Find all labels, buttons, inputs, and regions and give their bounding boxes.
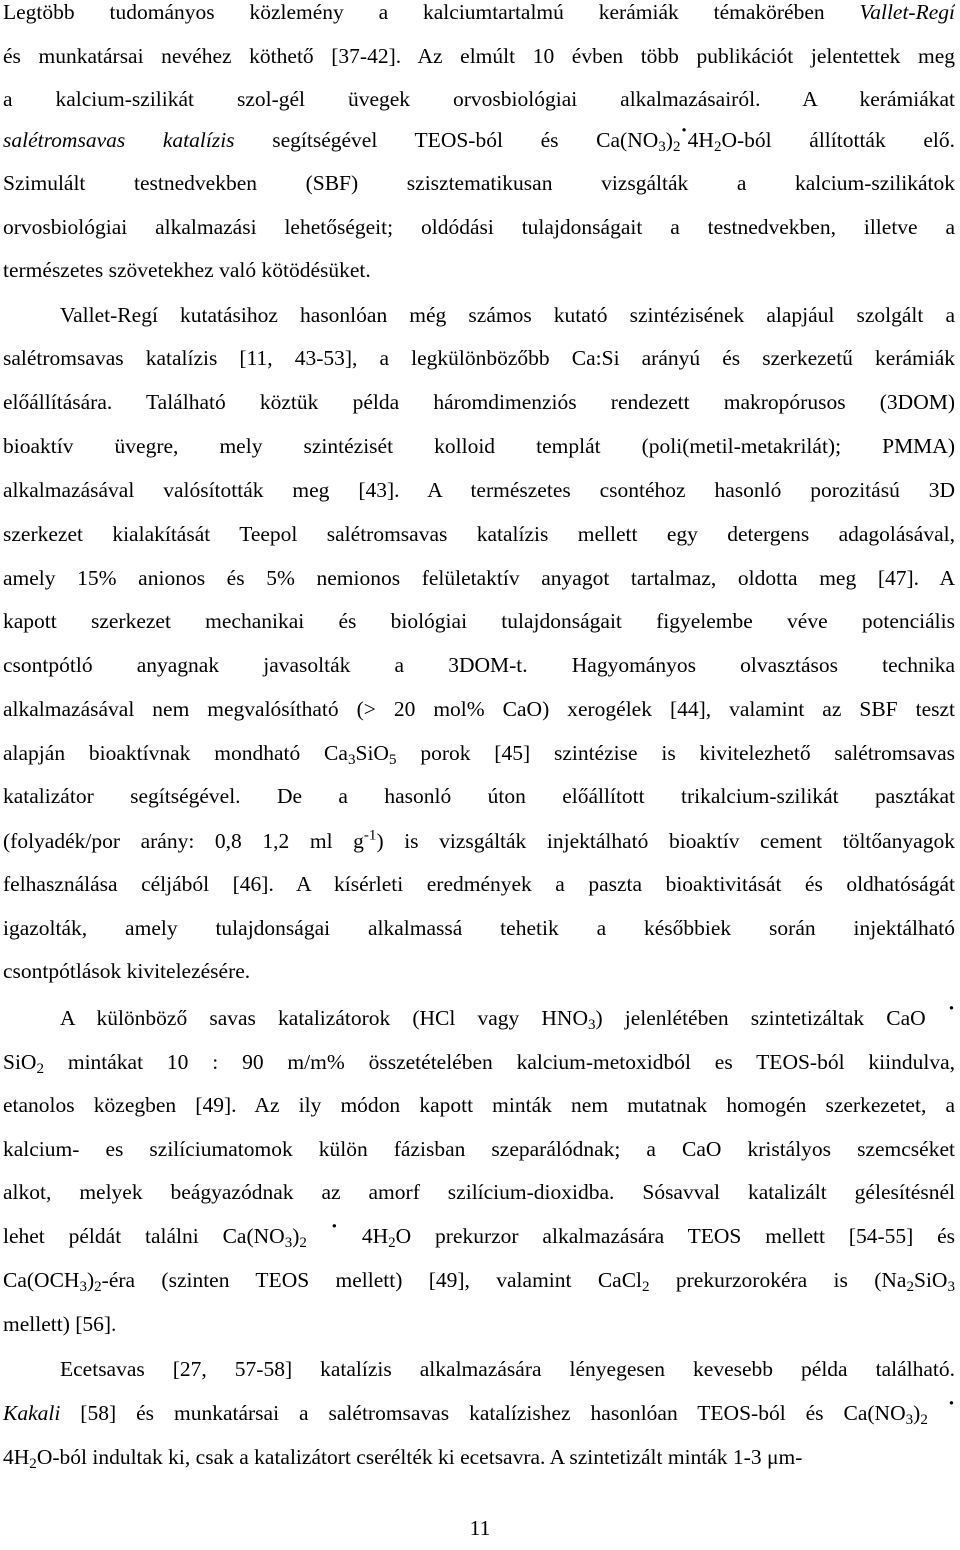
paragraph-2-line-2: salétromsavas katalízis [11, 43-53], a legkülönbözőbb Ca:Si arányú és szerkezetű kerámiák xyxy=(3,346,955,370)
paragraph-2-line-13: (folyadék/por arány: 0,8 1,2 ml $g^{-1}$) is vizsgálták injektálható bioaktív cement töltőanyagok xyxy=(3,827,955,853)
paragraph-4-line-3: $4H_2O$-ból indultak ki, csak a katalizátort cserélték ki ecetsavra. A szintetizált minták 1-3 μm- xyxy=(3,1445,803,1472)
paragraph-3-line-7: $Ca(OCH_3)_2$-éra (szinten TEOS mellett) [49], valamint CaCl$_2$ prekurzorokéra is ($Na_2SiO_3$ xyxy=(3,1268,955,1295)
paragraph-3-line-1: A különböző savas katalizátorok (HCl vagy $HNO_3$) jelenlétében szintetizáltak CaO · xyxy=(60,1003,955,1033)
paragraph-2-line-8: kapott szerkezet mechanikai és biológiai tulajdonságait figyelembe véve potenciális xyxy=(3,609,955,633)
paragraph-4-line-1: Ecetsavas [27, 57-58] katalízis alkalmazására lényegesen kevesebb példa található. xyxy=(60,1357,955,1381)
paragraph-3-line-6: lehet példát találni $Ca(NO_3)_2 \cdot 4H_2O$ prekurzor alkalmazására TEOS mellett [54-55] és xyxy=(3,1221,955,1251)
paragraph-2-line-9: csontpótló anyagnak javasolták a 3DOM-t. Hagyományos olvasztásos technika xyxy=(3,653,955,677)
paragraph-3-line-5: alkot, melyek beágyazódnak az amorf szilícium-dioxidba. Sósavval katalizált gélesítésnél xyxy=(3,1180,955,1204)
paragraph-2-line-1: Vallet-Regí kutatásihoz hasonlóan még számos kutató szintézisének alapjául szolgált a xyxy=(60,303,955,327)
paragraph-3-line-3: etanolos közegben [49]. Az ily módon kapott minták nem mutatnak homogén szerkezetet, a xyxy=(3,1093,955,1117)
paragraph-2-line-6: szerkezet kialakítását Teepol salétromsavas katalízis mellett egy detergens adagolásával, xyxy=(3,522,955,546)
paragraph-2-line-14: felhasználása céljából [46]. A kísérleti eredmények a paszta bioaktivitását és oldhatóságát xyxy=(3,872,955,896)
paragraph-4-line-2: Kakali [58] és munkatársai a salétromsavas katalízishez hasonlóan TEOS-ból és $Ca(NO_3)_2$ · xyxy=(3,1398,955,1428)
paragraph-1-line-2: és munkatársai nevéhez köthető [37-42]. Az elmúlt 10 évben több publikációt jelentettek meg xyxy=(3,44,955,68)
paragraph-2-line-11: alapján bioaktívnak mondható $Ca_3SiO_5$ porok [45] szintézise is kivitelezhető salétromsavas xyxy=(3,741,955,768)
paragraph-2-line-16: csontpótlások kivitelezésére. xyxy=(3,959,251,983)
paragraph-1-line-6: orvosbiológiai alkalmazási lehetőségeit; oldódási tulajdonságait a testnedvekben, illetve a xyxy=(3,215,955,239)
paragraph-1-line-4: salétromsavas katalízis segítségével TEOS-ból és $Ca(NO_3)_2\cdot 4H_2O$-ból állították elő. xyxy=(3,125,955,155)
paragraph-3-line-8: mellett) [56]. xyxy=(3,1312,117,1336)
paragraph-1-line-1: Legtöbb tudományos közlemény a kalciumtartalmú kerámiák témakörében Vallet-Regí xyxy=(3,0,955,24)
paragraph-2-line-4: bioaktív üvegre, mely szintézisét kolloid templát (poli(metil-metakrilát); PMMA) xyxy=(3,434,955,458)
paragraph-2-line-5: alkalmazásával valósították meg [43]. A természetes csontéhoz hasonló porozitású 3D xyxy=(3,478,955,502)
paragraph-2-line-12: katalizátor segítségével. De a hasonló úton előállított trikalcium-szilikát pasztákat xyxy=(3,784,955,808)
paragraph-2-line-3: előállítására. Található köztük példa háromdimenziós rendezett makropórusos (3DOM) xyxy=(3,390,955,414)
paragraph-3-line-4: kalcium- es szilíciumatomok külön fázisban szeparálódnak; a CaO kristályos szemcséket xyxy=(3,1137,955,1161)
paragraph-2-line-7: amely 15% anionos és 5% nemionos felületaktív anyagot tartalmaz, oldotta meg [47]. A xyxy=(3,566,955,590)
paragraph-1-line-7: természetes szövetekhez való kötödésüket. xyxy=(3,258,371,282)
paragraph-2-line-10: alkalmazásával nem megvalósítható (> 20 mol% CaO) xerogélek [44], valamint az SBF teszt xyxy=(3,697,955,721)
paragraph-2-line-15: igazolták, amely tulajdonságai alkalmassá tehetik a későbbiek során injektálható xyxy=(3,916,955,940)
paragraph-1-line-3: a kalcium-szilikát szol-gél üvegek orvosbiológiai alkalmazásairól. A kerámiákat xyxy=(3,87,955,111)
paragraph-3-line-2: SiO$_2$ mintákat 10 : 90 m/m% összetételében kalcium-metoxidból es TEOS-ból kiindulva, xyxy=(3,1050,955,1077)
page-number: 11 xyxy=(469,1516,491,1540)
paragraph-1-line-5: Szimulált testnedvekben (SBF) szisztematikusan vizsgálták a kalcium-szilikátok xyxy=(3,171,955,195)
